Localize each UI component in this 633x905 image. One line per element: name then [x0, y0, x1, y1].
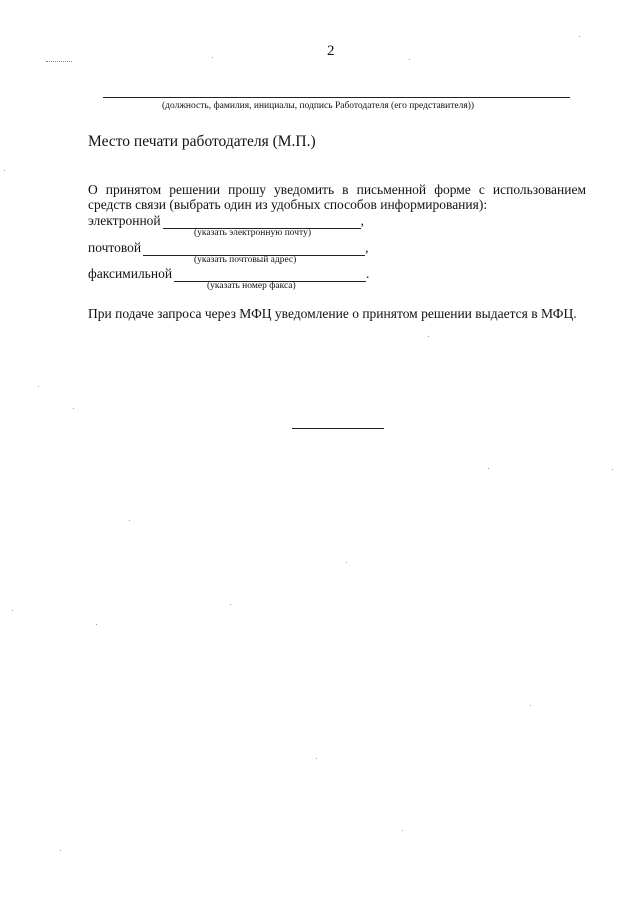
- scan-speck: [316, 758, 317, 759]
- scan-speck: [60, 850, 61, 851]
- scan-speck: [579, 36, 580, 37]
- postal-field-row: [88, 240, 369, 256]
- mfc-note: При подаче запроса через МФЦ уведомление о принятом решении выдается в МФЦ.: [88, 306, 577, 321]
- fax-label: факсимильной: [88, 266, 173, 281]
- scan-mark: [46, 61, 72, 63]
- postal-address-blank[interactable]: [143, 242, 365, 256]
- electronic-field-row: [88, 213, 364, 229]
- signature-line: [103, 97, 570, 98]
- scan-speck: [409, 59, 410, 60]
- fax-field-row: [88, 266, 369, 282]
- fax-end-mark: .: [366, 266, 370, 281]
- scan-speck: [230, 604, 231, 605]
- scan-speck: [530, 705, 531, 706]
- fax-number-blank[interactable]: [174, 268, 366, 282]
- electronic-label: электронной: [88, 213, 161, 228]
- end-separator-line: [292, 428, 384, 429]
- fax-caption: (указать номер факса): [207, 281, 296, 291]
- scan-speck: [12, 610, 13, 611]
- electronic-caption: (указать электронную почту): [194, 228, 312, 238]
- scan-speck: [488, 468, 489, 469]
- scan-speck: [428, 336, 429, 337]
- postal-end-mark: ,: [365, 240, 369, 255]
- electronic-end-mark: ,: [360, 213, 365, 228]
- postal-caption: (указать почтовый адрес): [194, 255, 297, 265]
- scan-speck: [129, 520, 130, 521]
- scan-speck: [402, 830, 403, 831]
- signature-caption: (должность, фамилия, инициалы, подпись Работодателя (его представителя)): [162, 101, 475, 111]
- scan-speck: [612, 469, 613, 470]
- stamp-place-label: Место печати работодателя (М.П.): [88, 133, 316, 150]
- postal-label: почтовой: [88, 240, 142, 255]
- page-number: 2: [327, 43, 335, 59]
- notification-request-text: О принятом решении прошу уведомить в письменной форме с использованием средств связи (выбрать один из удобных способов информирования):: [88, 182, 586, 212]
- scan-speck: [73, 408, 74, 409]
- electronic-email-blank[interactable]: [163, 215, 361, 229]
- scan-speck: [38, 386, 39, 387]
- scan-speck: [212, 57, 213, 58]
- scan-speck: [346, 562, 347, 563]
- scan-speck: [4, 170, 5, 171]
- scan-speck: [96, 624, 97, 625]
